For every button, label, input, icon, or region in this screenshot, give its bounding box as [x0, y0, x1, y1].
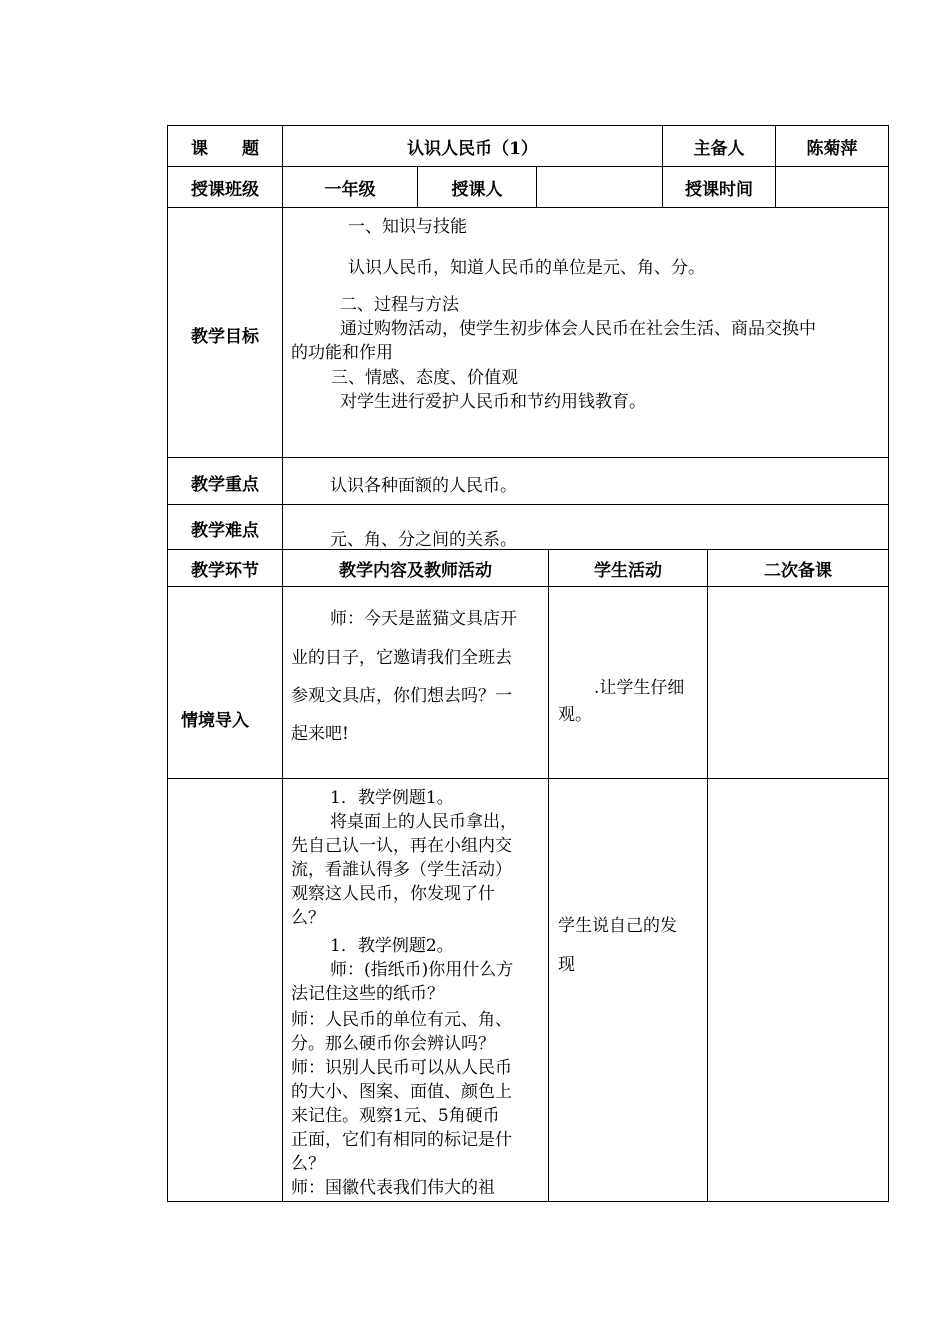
stage-name: 情境导入: [181, 710, 249, 731]
teacher-activity-header: 教学内容及教师活动: [339, 560, 492, 581]
objective-line: 的功能和作用: [291, 343, 393, 363]
teacher-line: 参观文具店，你们想去吗？一: [291, 686, 512, 706]
teacher-line: 师：识别人民币可以从人民币: [291, 1058, 512, 1078]
teacher-line: 起来吧!: [291, 724, 349, 744]
class-label: 授课班级: [191, 179, 259, 200]
objective-line: 二、过程与方法: [340, 295, 459, 315]
teacher-line: 法记住这些的纸币？: [291, 984, 444, 1004]
teacher-line: 师：人民币的单位有元、角、: [291, 1010, 512, 1030]
difficulty-value: 元、角、分之间的关系。: [330, 530, 517, 550]
class-value: 一年级: [324, 179, 376, 200]
topic-value: 认识人民币（1）: [407, 138, 538, 159]
objective-line: 认识人民币，知道人民币的单位是元、角、分。: [348, 258, 705, 278]
teacher-line: 师：今天是蓝猫文具店开: [330, 609, 517, 629]
teacher-line: 先自己认一认，再在小组内交: [291, 836, 512, 856]
objectives-label: 教学目标: [191, 326, 259, 347]
teacher-line: 1．教学例题1。: [330, 788, 454, 808]
student-line: 现: [558, 955, 575, 975]
teacher-line: 1．教学例题2。: [330, 936, 454, 956]
topic-label: 课 题: [191, 138, 259, 159]
teacher-line: 将桌面上的人民币拿出，: [330, 812, 517, 832]
teacher-line: 么？: [291, 908, 325, 928]
second-prep-header: 二次备课: [764, 560, 832, 581]
teacher-line: 业的日子，它邀请我们全班去: [291, 648, 512, 668]
key-point-value: 认识各种面额的人民币。: [330, 476, 517, 496]
objective-line: 一、知识与技能: [348, 217, 467, 237]
teacher-line: 师：(指纸币)你用什么方: [330, 960, 514, 980]
objective-line: 三、情感、态度、价值观: [331, 368, 518, 388]
time-value: [776, 167, 888, 207]
teacher-line: 师：国徽代表我们伟大的祖: [291, 1178, 495, 1198]
teacher-line: 的大小、图案、面值、颜色上: [291, 1082, 512, 1102]
teacher-line: 正面，它们有相同的标记是什: [291, 1130, 512, 1150]
teacher-line: 分。那么硬币你会辨认吗？: [291, 1034, 495, 1054]
teacher-line: 观察这人民币，你发现了什: [291, 884, 495, 904]
time-label: 授课时间: [685, 179, 753, 200]
stage-header: 教学环节: [191, 560, 259, 581]
host-value: 陈菊萍: [806, 138, 858, 159]
teacher-label: 授课人: [451, 179, 503, 200]
teacher-value: [537, 167, 662, 207]
objective-line: 通过购物活动，使学生初步体会人民币在社会生活、商品交换中: [340, 319, 816, 339]
teacher-line: 流，看誰认得多（学生活动）: [291, 860, 512, 880]
student-line: .让学生仔细: [594, 678, 685, 698]
student-activity-header: 学生活动: [594, 560, 662, 581]
teacher-line: 来记住。观察1元、5角硬币: [291, 1106, 500, 1126]
student-line: 学生说自己的发: [558, 916, 677, 936]
student-line: 观。: [558, 705, 592, 725]
difficulty-label: 教学难点: [191, 520, 259, 541]
key-point-label: 教学重点: [191, 474, 259, 495]
host-label: 主备人: [693, 138, 745, 159]
objective-line: 对学生进行爱护人民币和节约用钱教育。: [340, 392, 646, 412]
teacher-line: 么？: [291, 1154, 325, 1174]
